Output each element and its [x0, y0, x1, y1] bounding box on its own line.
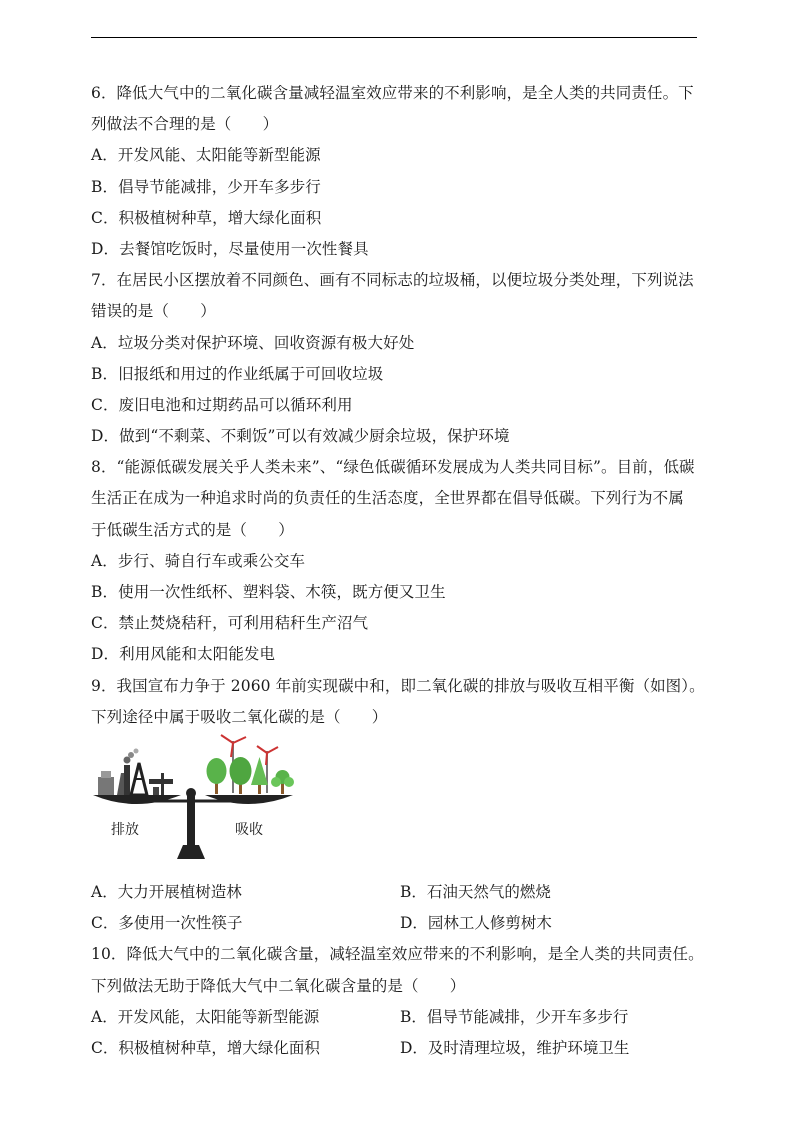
option-d[interactable]: D．做到“不剩菜、不剩饭”可以有效减少厨余垃圾，保护环境 [91, 427, 510, 446]
question-stem-line: 列做法不合理的是（ ） [91, 115, 279, 134]
question-9 [91, 671, 709, 940]
option-d[interactable]: D．利用风能和太阳能发电 [91, 645, 276, 664]
option-a[interactable]: A．开发风能、太阳能等新型能源 [91, 146, 321, 165]
question-stem-line: 错误的是（ ） [91, 302, 216, 321]
tree-icon [207, 757, 295, 794]
question-stem-line: 生活正在成为一种追求时尚的负责任的生活态度，全世界都在倡导低碳。下列行为不属 [91, 489, 684, 508]
options-row [91, 908, 709, 939]
question-list [91, 78, 709, 1064]
option-a[interactable]: A．开发风能，太阳能等新型能源 [91, 1007, 320, 1026]
carbon-balance-figure [91, 733, 321, 877]
question-7 [91, 265, 709, 452]
option-a[interactable]: A．大力开展植树造林 [91, 882, 242, 901]
option-b[interactable]: B．倡导节能减排，少开车多步行 [91, 177, 321, 196]
option-c[interactable]: C．积极植树种草，增大绿化面积 [91, 208, 322, 227]
question-stem-line: 于低碳生活方式的是（ ） [91, 520, 294, 539]
question-10 [91, 939, 709, 1064]
option-c[interactable]: C．积极植树种草，增大绿化面积 [91, 1038, 320, 1057]
option-d[interactable]: D．去餐馆吃饭时，尽量使用一次性餐具 [91, 239, 369, 258]
options-row [91, 877, 709, 908]
option-d[interactable]: D．园林工人修剪树木 [400, 914, 552, 933]
question-stem-line: 9．我国宣布力争于 2060 年前实现碳中和，即二氧化碳的排放与吸收互相平衡（如图）。 [91, 676, 705, 695]
options-row [91, 1002, 709, 1033]
option-b[interactable]: B．旧报纸和用过的作业纸属于可回收垃圾 [91, 364, 384, 383]
option-b[interactable]: B．倡导节能减排，少开车多步行 [400, 1007, 629, 1026]
option-a[interactable]: A．步行、骑自行车或乘公交车 [91, 551, 306, 570]
question-stem-line: 下列做法无助于降低大气中二氧化碳含量的是（ ） [91, 976, 466, 995]
header-rule [91, 37, 697, 38]
option-c[interactable]: C．多使用一次性筷子 [91, 914, 243, 933]
emission-label: 排放 [111, 821, 139, 838]
option-c[interactable]: C．禁止焚烧秸秆，可利用秸秆生产沼气 [91, 614, 369, 633]
options-row [91, 1033, 709, 1064]
factory-icon [98, 748, 173, 795]
question-8 [91, 452, 709, 670]
question-stem-line: 7．在居民小区摆放着不同颜色、画有不同标志的垃圾桶，以便垃圾分类处理，下列说法 [91, 271, 694, 290]
question-stem-line: 下列途径中属于吸收二氧化碳的是（ ） [91, 707, 388, 726]
option-b[interactable]: B．石油天然气的燃烧 [400, 882, 551, 901]
option-d[interactable]: D．及时清理垃圾，维护环境卫生 [400, 1038, 630, 1057]
absorption-label: 吸收 [235, 821, 263, 838]
question-stem-line: 6．降低大气中的二氧化碳含量减轻温室效应带来的不利影响，是全人类的共同责任。下 [91, 84, 694, 102]
option-a[interactable]: A．垃圾分类对保护环境、回收资源有极大好处 [91, 333, 415, 352]
option-c[interactable]: C．废旧电池和过期药品可以循环利用 [91, 395, 353, 414]
option-b[interactable]: B．使用一次性纸杯、塑料袋、木筷，既方便又卫生 [91, 583, 446, 601]
question-6 [91, 78, 709, 265]
question-stem-line: 8．“能源低碳发展关乎人类未来”、“绿色低碳循环发展成为人类共同目标”。目前，低碳 [91, 458, 695, 477]
question-stem-line: 10．降低大气中的二氧化碳含量，减轻温室效应带来的不利影响，是全人类的共同责任。 [91, 945, 704, 964]
balance-scale-icon [91, 733, 321, 877]
